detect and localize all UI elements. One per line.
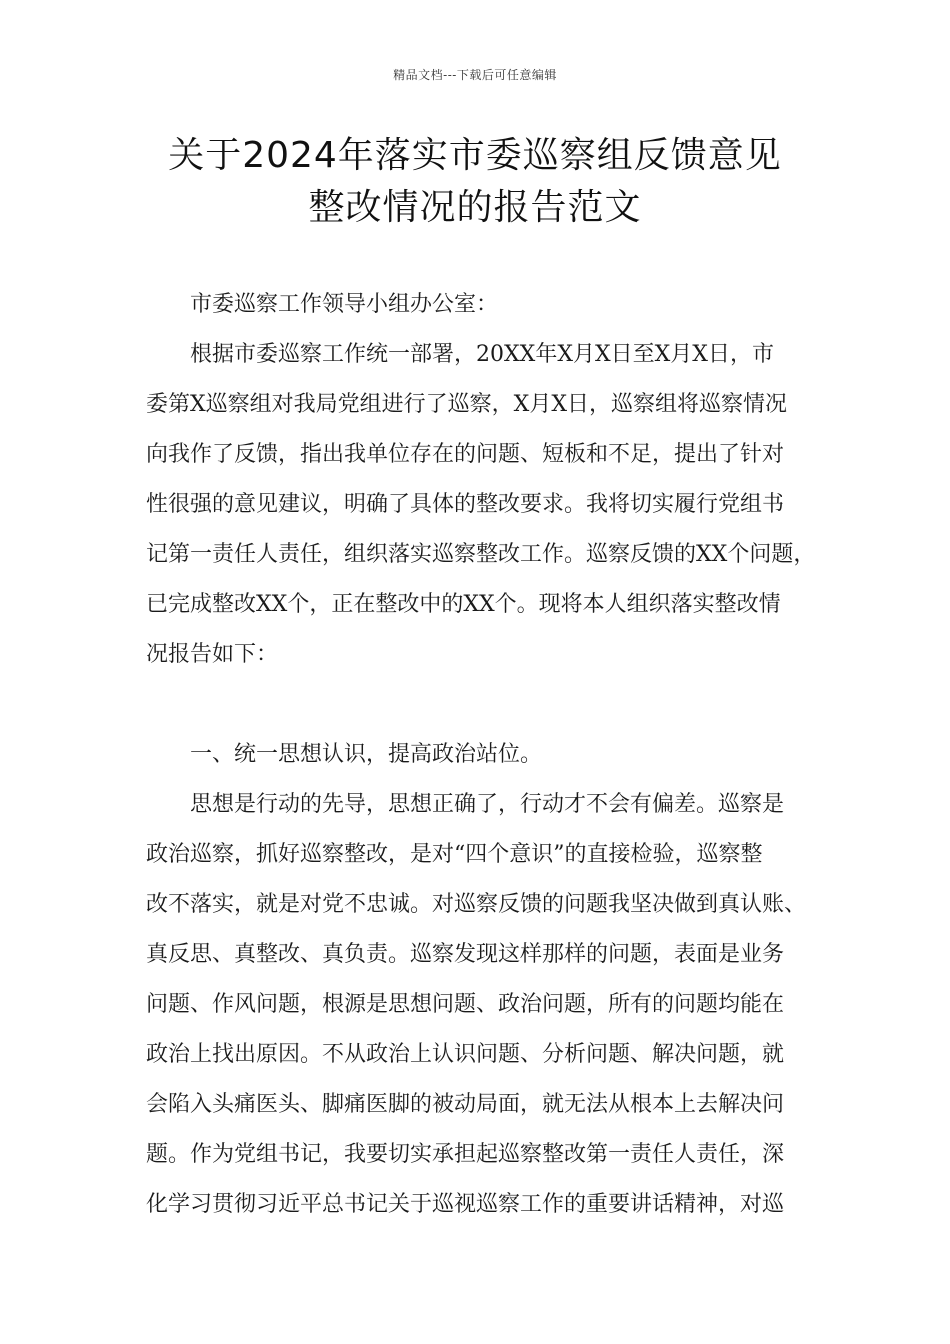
- paragraph-1-line: 委第X巡察组对我局党组进行了巡察，X月X日，巡察组将巡察情况: [146, 392, 787, 417]
- paragraph-2-line: 题。作为党组书记，我要切实承担起巡察整改第一责任人责任，深: [146, 1142, 785, 1167]
- paragraph-2-line: 真反思、真整改、真负责。巡察发现这样那样的问题，表面是业务: [146, 942, 785, 967]
- paragraph-2: [146, 780, 818, 1230]
- paragraph-2-line: 问题、作风问题，根源是思想问题、政治问题，所有的问题均能在: [146, 992, 785, 1017]
- paragraph-gap: [146, 680, 818, 730]
- document-body: [146, 280, 818, 1230]
- paragraph-1-line: 向我作了反馈，指出我单位存在的问题、短板和不足，提出了针对: [146, 442, 785, 467]
- title-line-2: 整改情况的报告范文: [308, 187, 642, 228]
- paragraph-1-line: 况报告如下：: [146, 642, 279, 667]
- paragraph-2-line: 改不落实，就是对党不忠诚。对巡察反馈的问题我坚决做到真认账、: [146, 892, 807, 917]
- paragraph-2-line: 思想是行动的先导，思想正确了，行动才不会有偏差。巡察是: [190, 792, 785, 817]
- paragraph-2-line: 政治巡察，抓好巡察整改，是对“四个意识”的直接检验，巡察整: [146, 842, 763, 867]
- paragraph-1-line: 性很强的意见建议，明确了具体的整改要求。我将切实履行党组书: [146, 492, 785, 517]
- title-line-1: 关于2024年落实市委巡察组反馈意见: [168, 135, 782, 176]
- section-1-heading: 一、统一思想认识，提高政治站位。: [190, 742, 543, 767]
- document-title: [0, 130, 950, 234]
- paragraph-1: [146, 330, 818, 680]
- paragraph-2-line: 政治上找出原因。不从政治上认识问题、分析问题、解决问题，就: [146, 1042, 785, 1067]
- header-note: 精品文档---下载后可任意编辑: [393, 68, 557, 82]
- paragraph-1-line: 记第一责任人责任，组织落实巡察整改工作。巡察反馈的XX个问题，: [146, 542, 816, 567]
- salutation: 市委巡察工作领导小组办公室：: [190, 292, 499, 317]
- paragraph-1-line: 根据市委巡察工作统一部署，20XX年X月X日至X月X日，市: [190, 342, 774, 367]
- paragraph-2-line: 化学习贯彻习近平总书记关于巡视巡察工作的重要讲话精神，对巡: [146, 1192, 785, 1217]
- paragraph-2-line: 会陷入头痛医头、脚痛医脚的被动局面，就无法从根本上去解决问: [146, 1092, 785, 1117]
- paragraph-1-line: 已完成整改XX个，正在整改中的XX个。现将本人组织落实整改情: [146, 592, 781, 617]
